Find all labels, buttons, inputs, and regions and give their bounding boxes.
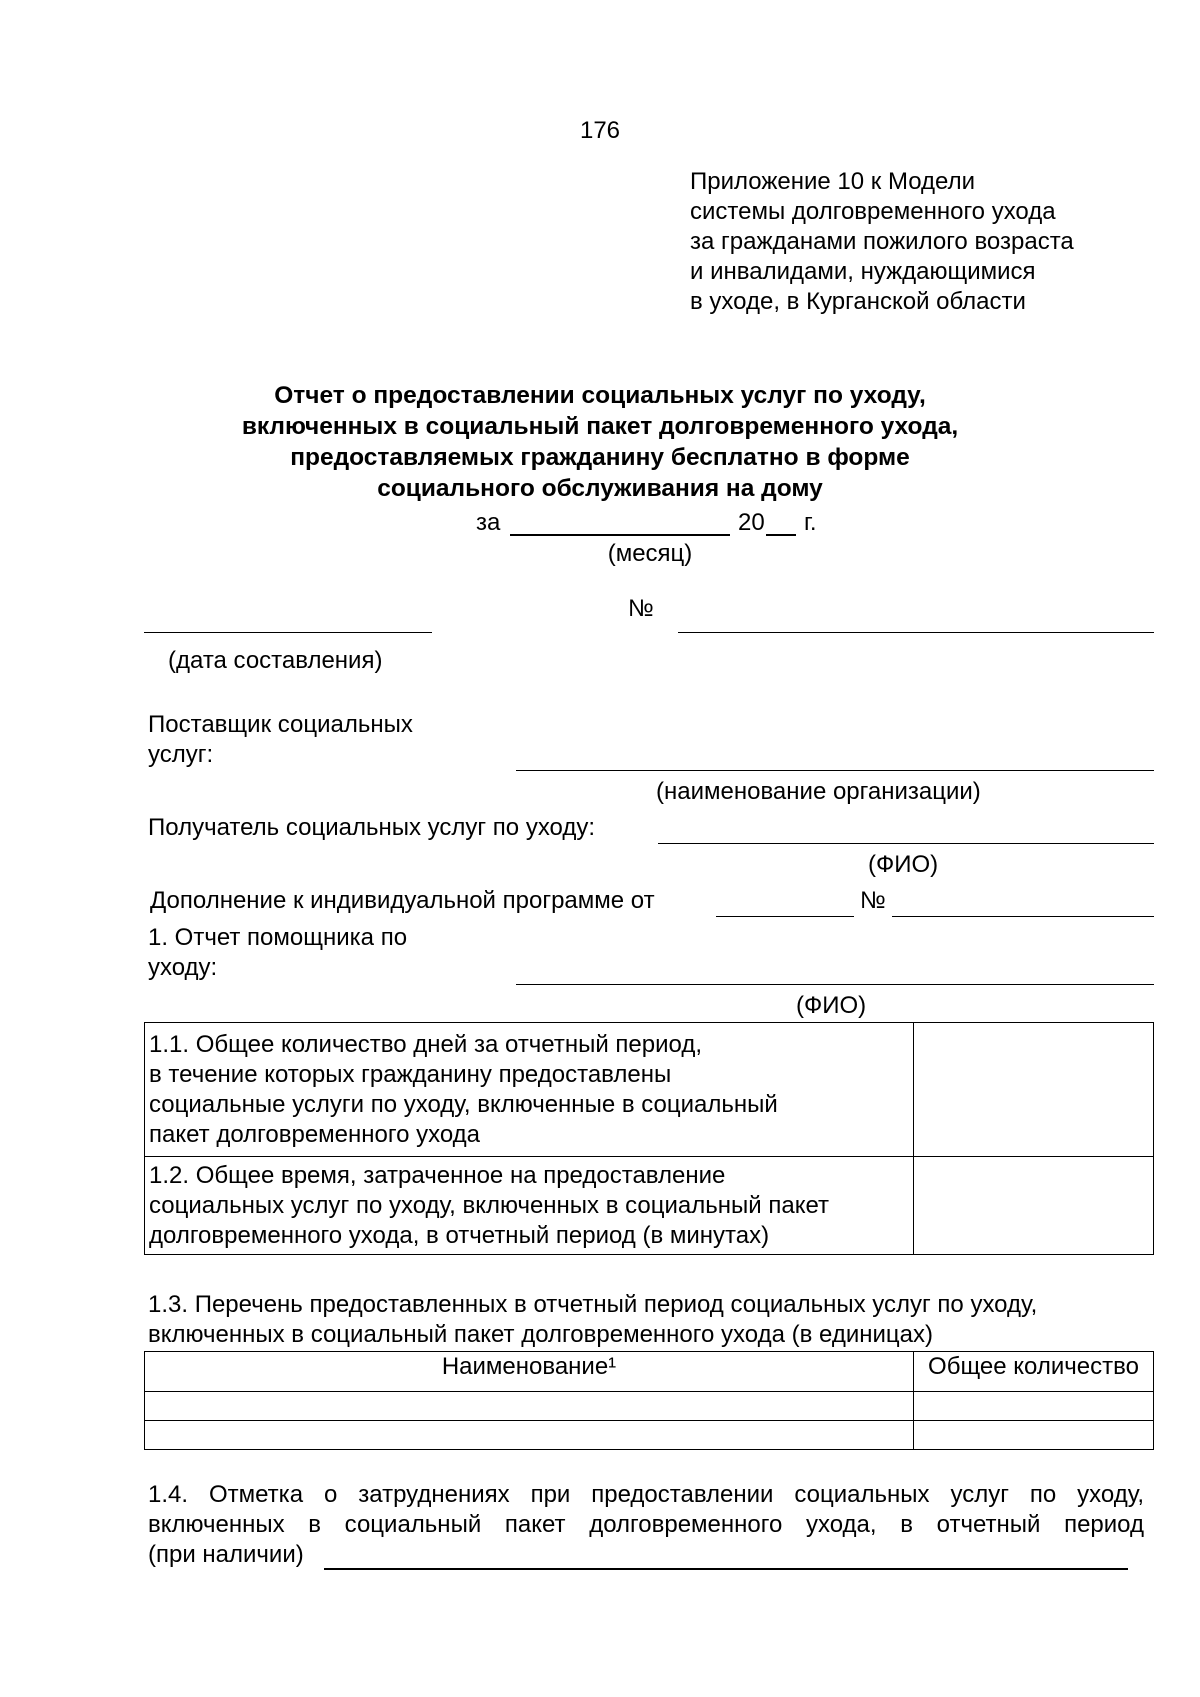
table-header-row [145,1352,1154,1392]
recipient-label: Получатель социальных услуг по уходу: [148,814,596,841]
recipient-caption: (ФИО) [868,851,939,878]
appendix-note [690,167,1074,317]
table-row [145,1023,1154,1157]
section-1-3 [148,1290,1037,1350]
report-number-field[interactable] [678,632,1154,633]
appendix-line: за гражданами пожилого возраста [690,228,1074,255]
time-value-cell[interactable] [914,1157,1154,1255]
section-line [148,1540,1144,1570]
table-row [145,1157,1154,1255]
cell-line: социальные услуги по уходу, включенные в социальный [149,1091,778,1118]
title-line: социального обслуживания на дому [377,475,823,502]
services-table [144,1351,1154,1450]
section-line-text: (при наличии) [148,1541,304,1568]
service-name-cell[interactable] [145,1392,914,1421]
service-total-cell[interactable] [914,1392,1154,1421]
appendix-line: в уходе, в Курганской области [690,288,1026,315]
row-label-days [145,1023,914,1157]
assistant-caption: (ФИО) [796,992,867,1019]
column-header-name: Наименование¹ [145,1352,914,1392]
title-line: включенных в социальный пакет долговременного ухода, [241,413,959,440]
appendix-line: и инвалидами, нуждающимися [690,258,1036,285]
number-sign: № [628,595,654,622]
assistant-label-line: уходу: [148,954,218,981]
period-prefix: за [476,509,501,536]
provider-field[interactable] [516,770,1154,771]
report-title [0,380,1200,504]
table-row [145,1392,1154,1421]
provider-label-line: услуг: [148,741,214,768]
assistant-label-line: 1. Отчет помощника по [148,924,408,951]
title-line: предоставляемых гражданину бесплатно в форме [290,444,910,471]
month-field[interactable] [510,534,730,536]
year-field[interactable] [766,534,796,536]
supplement-number-sign: № [860,887,886,914]
provider-label-line: Поставщик социальных [148,711,413,738]
provider-caption: (наименование организации) [656,778,981,805]
table-row [145,1421,1154,1450]
provider-label [148,710,413,770]
column-header-total: Общее количество [914,1352,1154,1392]
cell-line: в течение которых гражданину предоставлены [149,1061,672,1088]
difficulties-field[interactable] [324,1568,1128,1570]
recipient-field[interactable] [658,843,1154,844]
days-value-cell[interactable] [914,1023,1154,1157]
service-name-cell[interactable] [145,1421,914,1450]
assistant-label [148,923,407,983]
appendix-line: Приложение 10 к Модели [690,168,976,195]
cell-line: социальных услуг по уходу, включенных в социальный пакет [149,1192,830,1219]
month-caption: (месяц) [607,540,693,567]
service-total-cell[interactable] [914,1421,1154,1450]
title-line: Отчет о предоставлении социальных услуг по уходу, [274,382,926,409]
date-field[interactable] [144,632,432,633]
cell-line: 1.2. Общее время, затраченное на предоставление [149,1162,726,1189]
supplement-label: Дополнение к индивидуальной программе от [150,887,655,914]
cell-line: 1.1. Общее количество дней за отчетный период, [149,1031,703,1058]
assistant-field[interactable] [516,984,1154,985]
date-caption: (дата составления) [168,647,383,674]
section-line: 1.4. Отметка о затруднениях при предоставлении социальных услуг по уходу, [148,1481,1144,1508]
section-line: 1.3. Перечень предоставленных в отчетный период социальных услуг по уходу, [148,1291,1038,1318]
appendix-line: системы долговременного ухода [690,198,1056,225]
summary-table [144,1022,1154,1255]
section-line: включенных в социальный пакет долговременного ухода, в отчетный период [148,1511,1144,1538]
page-number: 176 [579,117,621,144]
section-line: включенных в социальный пакет долговременного ухода (в единицах) [148,1321,933,1348]
row-label-time [145,1157,914,1255]
section-1-4 [148,1480,1144,1570]
year-prefix: 20 [738,509,765,536]
year-suffix: г. [804,509,817,536]
supplement-date-field[interactable] [716,916,854,917]
cell-line: пакет долговременного ухода [149,1121,481,1148]
cell-line: долговременного ухода, в отчетный период (в минутах) [149,1222,770,1249]
supplement-number-field[interactable] [892,916,1154,917]
